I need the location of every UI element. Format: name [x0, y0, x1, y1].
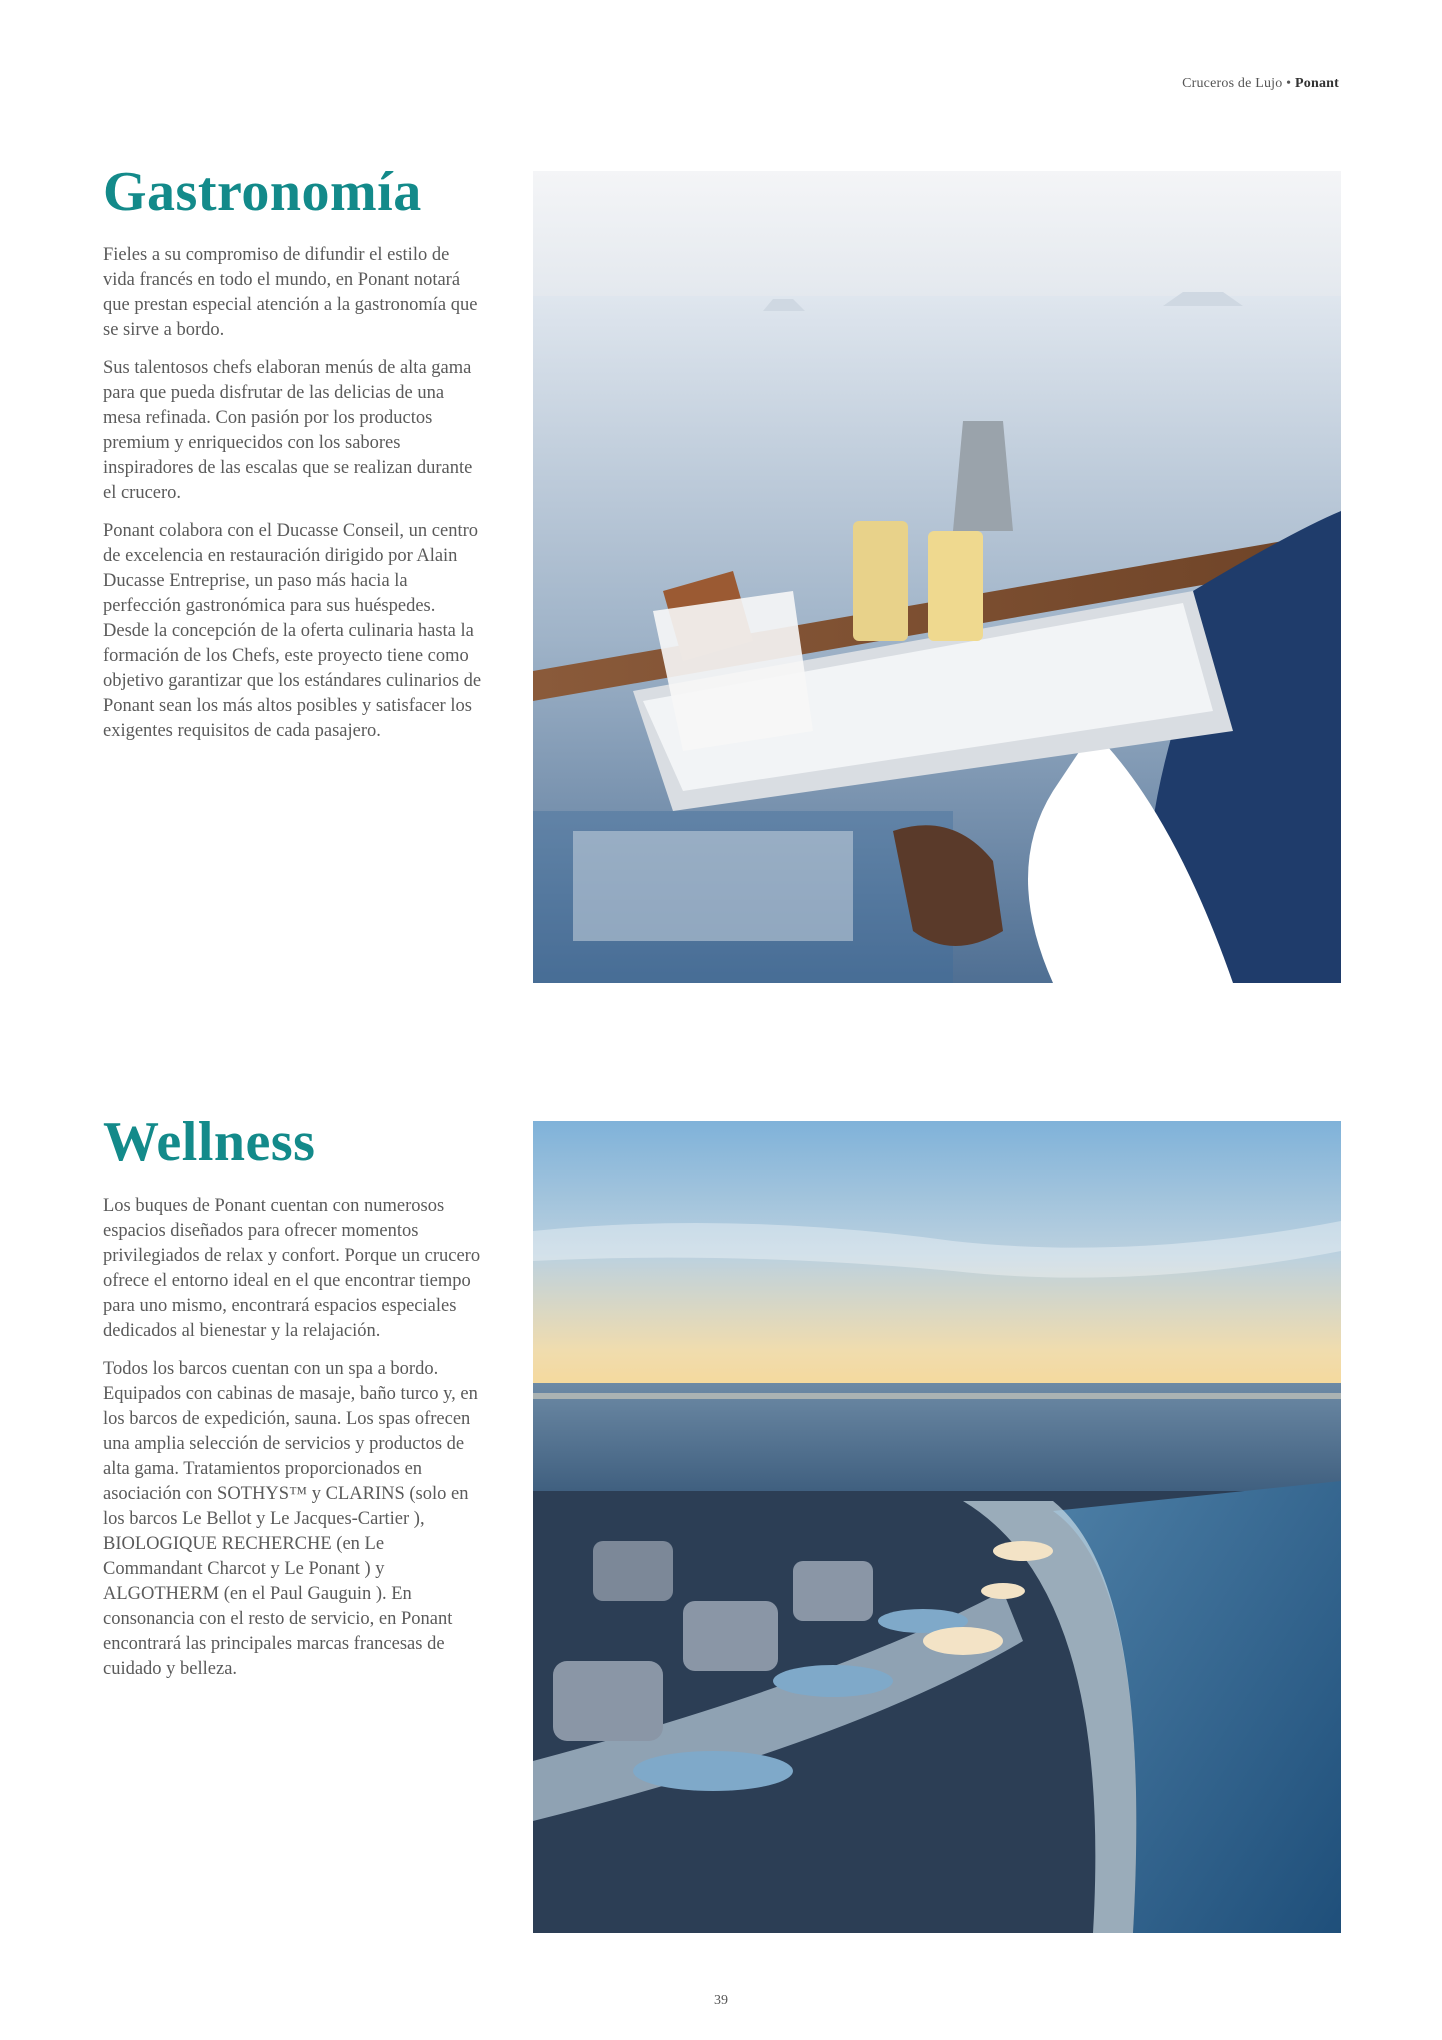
gastronomia-paragraph-2: Sus talentosos chefs elaboran menús de alta gama para que pueda disfrutar de las delicias de una mesa refinada. Con pasión por los productos premium y enriquecidos con los sabores inspiradores de las escalas que se realizan durante el crucero.	[103, 358, 473, 503]
gastronomia-body	[103, 243, 483, 757]
wellness-title: Wellness	[103, 1111, 316, 1173]
gastronomia-paragraph-3: Ponant colabora con el Ducasse Conseil, un centro de excelencia en restauración dirigido por Alain Ducasse Entreprise, un paso más hacia la perfección gastronómica para sus huéspedes. Desde la concepción de la oferta culinaria hasta la formación de los Chefs, este proyecto tiene como objetivo garantizar que los estándares culinarios de Ponant sean los más altos posibles y satisfacer los exigentes requisitos de cada pasajero.	[103, 521, 482, 741]
gastronomia-title: Gastronomía	[103, 161, 422, 223]
wellness-body	[103, 1194, 483, 1695]
header-section: Cruceros de Lujo	[1182, 76, 1283, 91]
page-number: 39	[714, 1993, 728, 2008]
wellness-photo	[533, 1121, 1341, 1933]
header-brand: Ponant	[1295, 76, 1339, 91]
spa-deck-image	[533, 1121, 1341, 1933]
waiter-tray-image	[533, 171, 1341, 983]
header-separator: •	[1282, 76, 1295, 91]
wellness-paragraph-2: Todos los barcos cuentan con un spa a bordo. Equipados con cabinas de masaje, baño turco y, en los barcos de expedición, sauna. Los spas ofrecen una amplia selección de servicios y productos de alta gama. Tratamientos proporcionados en asociación con SOTHYS™ y CLARINS (solo en los barcos Le Bellot y Le Jacques-Cartier ), BIOLOGIQUE RECHERCHE (en Le Commandant Charcot y Le Ponant ) y ALGOTHERM (en el Paul Gauguin ). En consonancia con el resto de servicio, en Ponant encontrará las principales marcas francesas de cuidado y belleza.	[103, 1359, 478, 1679]
gastronomia-photo	[533, 171, 1341, 983]
gastronomia-paragraph-1: Fieles a su compromiso de difundir el estilo de vida francés en todo el mundo, en Ponant notará que prestan especial atención a la gastronomía que se sirve a bordo.	[103, 245, 478, 340]
wellness-paragraph-1: Los buques de Ponant cuentan con numerosos espacios diseñados para ofrecer momentos privilegiados de relax y confort. Porque un crucero ofrece el entorno ideal en el que encontrar tiempo para uno mismo, encontrará espacios especiales dedicados al bienestar y la relajación.	[103, 1196, 481, 1341]
running-header	[1182, 76, 1339, 92]
